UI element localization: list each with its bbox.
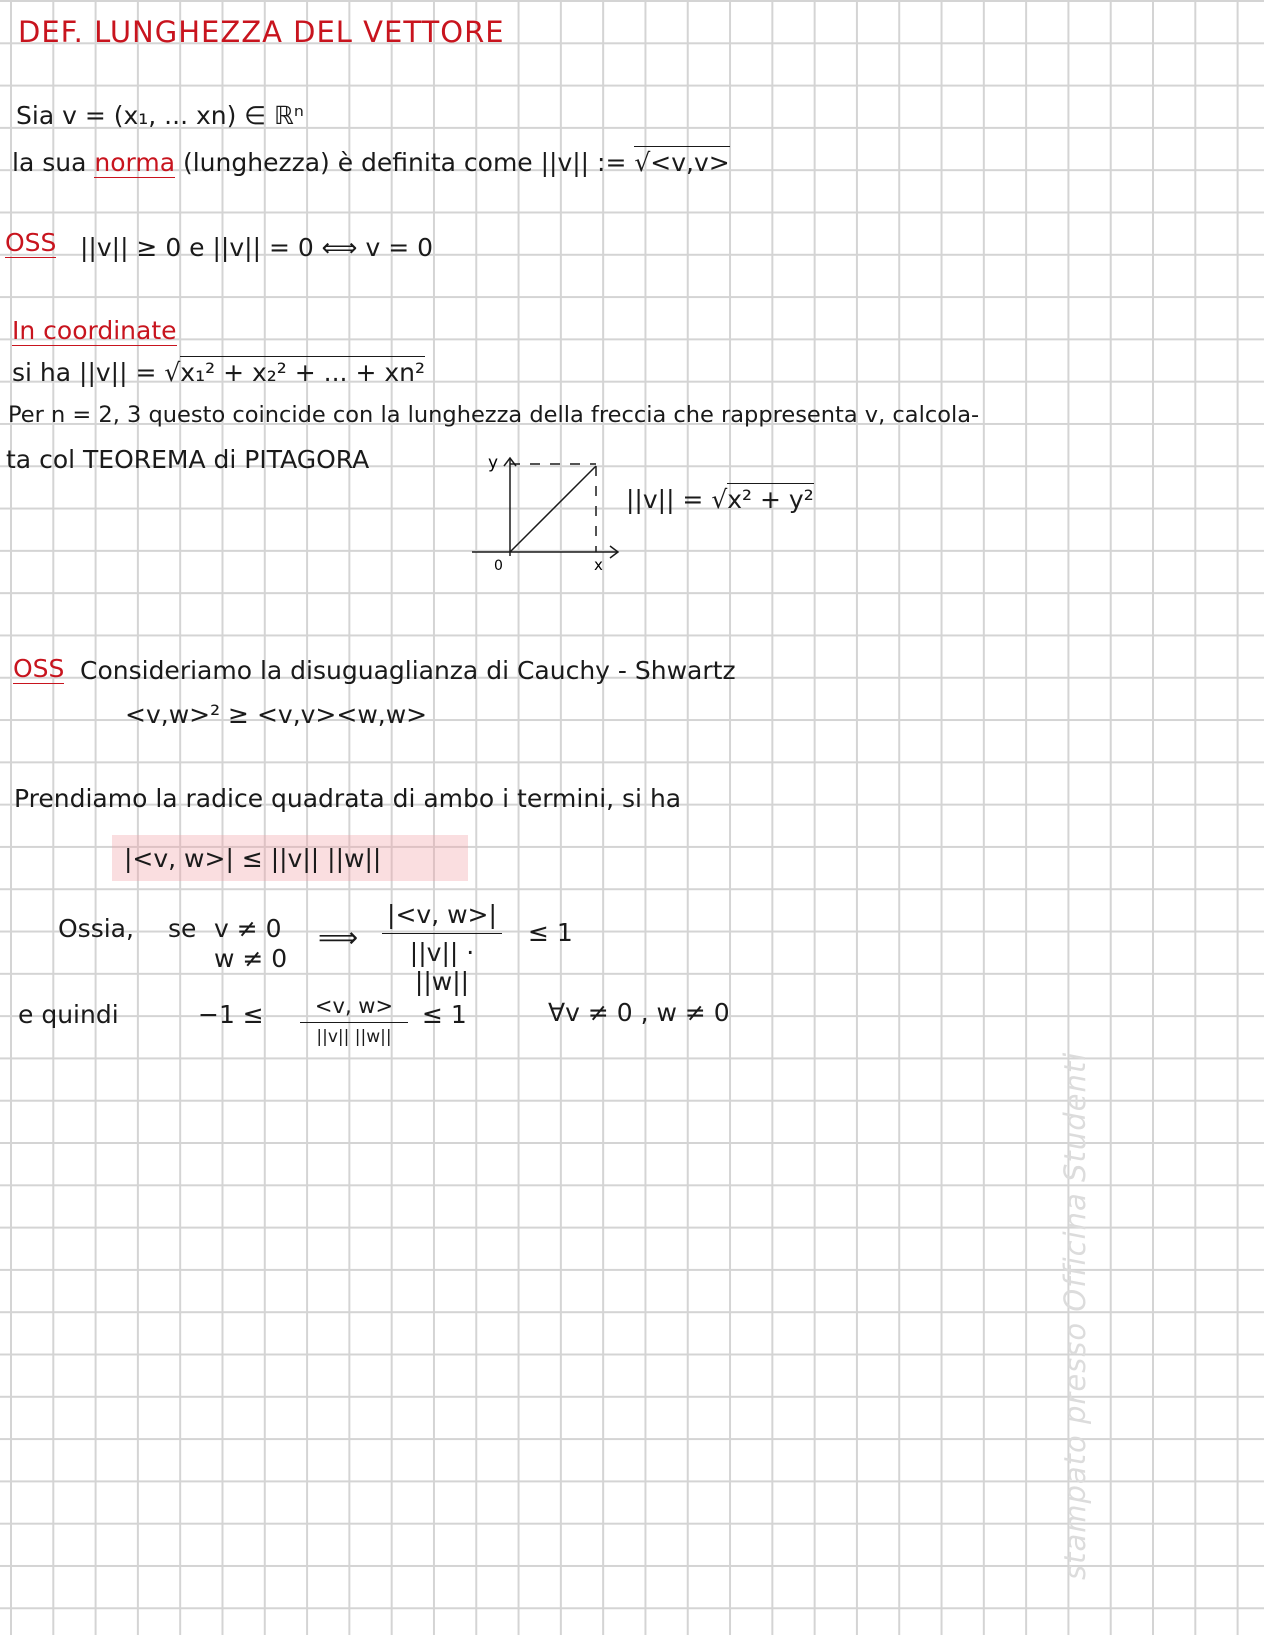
oss-norm-property: ||v|| ≥ 0 e ||v|| = 0 ⟺ v = 0 [80, 233, 434, 262]
pythagoras-line-1: Per n = 2, 3 questo coincide con la lunghezza della freccia che rappresenta v, calcola- [8, 402, 980, 428]
ossia-label: Ossia, [58, 914, 134, 943]
pythagoras-diagram [470, 448, 640, 598]
pythagoras-line-2: ta col TEOREMA di PITAGORA [6, 445, 370, 474]
vector-definition: Sia v = (x₁, ... xn) ∈ ℝⁿ [16, 101, 304, 130]
norm-def-sqrt: √<v,v> [634, 148, 730, 177]
vector-arrow [510, 466, 596, 552]
oss-label-2: OSS [13, 654, 65, 683]
cosine-denominator: ||v|| ||w|| [316, 1027, 392, 1047]
norm-keyword: norma [94, 148, 176, 177]
lower-bound: −1 ≤ [198, 1000, 264, 1029]
square-root-step: Prendiamo la radice quadrata di ambo i termini, si ha [14, 784, 682, 813]
origin-label: 0 [494, 558, 503, 574]
normalized-fraction [382, 900, 502, 996]
coordinates-heading: In coordinate [12, 316, 177, 345]
boxed-inequality: |<v, w>| ≤ ||v|| ||w|| [124, 844, 382, 873]
x-axis-label: x [594, 556, 603, 574]
norm-def-prefix: la sua [12, 148, 87, 177]
condition-v: v ≠ 0 [214, 914, 282, 943]
norm-def-middle: (lunghezza) è definita come ||v|| := [182, 148, 635, 177]
upper-bound: ≤ 1 [422, 1000, 467, 1029]
fraction-denominator: ||v|| · ||w|| [409, 938, 475, 996]
fraction-numerator: |<v, w>| [382, 900, 502, 934]
diagram-formula-prefix: ||v|| = [626, 485, 712, 514]
diagram-norm-formula: ||v|| = √x² + y² [626, 485, 814, 514]
watermark: stampato presso Officina Studenti [1058, 1051, 1092, 1580]
coord-formula-prefix: si ha ||v|| = [12, 358, 165, 387]
cosine-numerator: <v, w> [300, 994, 408, 1023]
oss-label-1: OSS [5, 228, 57, 257]
coord-formula-radicand: x₁² + x₂² + ... + xn² [180, 358, 425, 387]
implies-arrow: ⟹ [318, 921, 359, 954]
diagram-formula-radicand: x² + y² [727, 485, 814, 514]
therefore-label: e quindi [18, 1000, 119, 1029]
coordinate-norm-formula: si ha ||v|| = √x₁² + x₂² + ... + xn² [12, 358, 425, 387]
norm-definition [12, 150, 730, 175]
se-label: se [168, 914, 197, 943]
fraction-bound: ≤ 1 [528, 918, 573, 947]
cauchy-schwarz-inequality: <v,w>² ≥ <v,v><w,w> [125, 700, 428, 729]
page-title: DEF. LUNGHEZZA DEL VETTORE [18, 15, 505, 49]
y-axis-label: y [488, 453, 499, 473]
forall-condition: ∀v ≠ 0 , w ≠ 0 [548, 998, 730, 1027]
condition-w: w ≠ 0 [214, 944, 288, 973]
cosine-fraction [300, 994, 408, 1047]
cauchy-schwarz-intro: Consideriamo la disuguaglianza di Cauchy - Shwartz [80, 656, 736, 685]
